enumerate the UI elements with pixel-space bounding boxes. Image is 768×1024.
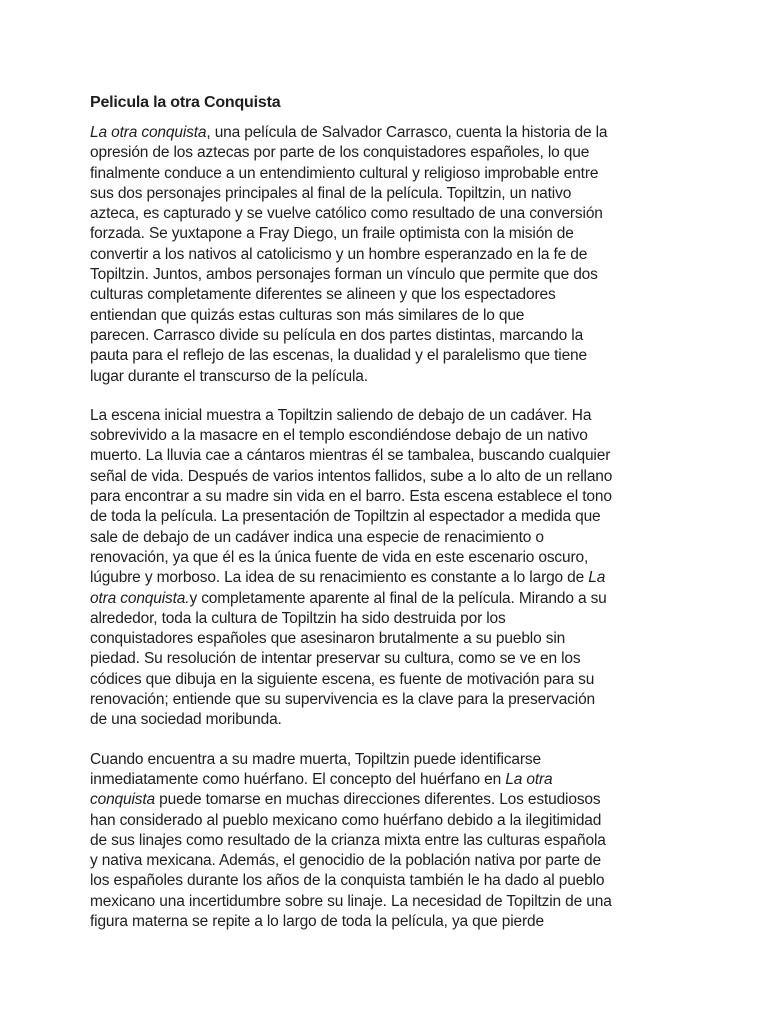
- italic-run: otra conquista.: [90, 589, 190, 607]
- text-line: [90, 568, 680, 588]
- text-run: opresión de los aztecas por parte de los conquistadores españoles, lo que: [90, 144, 590, 162]
- text-run: alrededor, toda la cultura de Topiltzin ha sido destruida por los: [90, 609, 506, 627]
- text-line: [90, 750, 680, 770]
- text-line: [90, 346, 680, 366]
- text-line: [90, 649, 680, 669]
- text-line: [90, 306, 680, 326]
- text-run: culturas completamente diferentes se alineen y que los espectadores: [90, 286, 556, 304]
- text-run: finalmente conduce a un entendimiento cultural y religioso improbable entre: [90, 164, 599, 182]
- text-run: y completamente aparente al final de la película. Mirando a su: [189, 589, 607, 607]
- text-run: convertir a los nativos al catolicismo y un hombre esperanzado en la fe de: [90, 245, 588, 263]
- text-line: [90, 265, 680, 285]
- text-line: [90, 446, 680, 466]
- text-line: [90, 367, 680, 387]
- document-title: Pelicula la otra Conquista: [90, 94, 281, 111]
- text-line: [90, 811, 680, 831]
- text-run: señal de vida. Después de varios intentos fallidos, sube a lo alto de un rellano: [90, 467, 613, 485]
- text-line: [90, 406, 680, 426]
- text-line: [90, 609, 680, 629]
- text-line: [90, 912, 680, 932]
- text-line: [90, 831, 680, 851]
- document-page: [90, 93, 680, 951]
- paragraph-2: [90, 406, 680, 731]
- text-line: [90, 690, 680, 710]
- text-line: [90, 851, 680, 871]
- text-run: piedad. Su resolución de intentar preservar su cultura, como se ve en los: [90, 650, 581, 668]
- text-line: [90, 670, 680, 690]
- text-run: para encontrar a su madre sin vida en el barro. Esta escena establece el tono: [90, 488, 612, 506]
- text-line: [90, 204, 680, 224]
- italic-run: La: [588, 569, 606, 587]
- text-run: conquistadores españoles que asesinaron brutalmente a su pueblo sin: [90, 630, 566, 648]
- text-run: han considerado al pueblo mexicano como huérfano debido a la ilegitimidad: [90, 811, 602, 829]
- text-line: [90, 467, 680, 487]
- text-line: [90, 285, 680, 305]
- text-line: [90, 507, 680, 527]
- text-run: Cuando encuentra a su madre muerta, Topiltzin puede identificarse: [90, 750, 541, 768]
- text-line: [90, 123, 680, 143]
- paragraph-3: [90, 750, 680, 933]
- text-run: parecen. Carrasco divide su película en dos partes distintas, marcando la: [90, 326, 584, 344]
- text-run: mexicano una incertidumbre sobre su linaje. La necesidad de Topiltzin de una: [90, 892, 612, 910]
- text-run: pauta para el reflejo de las escenas, la dualidad y el paralelismo que tiene: [90, 347, 587, 365]
- text-line: [90, 245, 680, 265]
- text-line: [90, 224, 680, 244]
- text-run: lugar durante el transcurso de la película.: [90, 367, 368, 385]
- text-run: azteca, es capturado y se vuelve católico como resultado de una conversión: [90, 205, 603, 223]
- text-run: sus dos personajes principales al final de la película. Topiltzin, un nativo: [90, 184, 572, 202]
- text-line: [90, 790, 680, 810]
- text-line: [90, 426, 680, 446]
- text-line: [90, 548, 680, 568]
- text-run: , una película de Salvador Carrasco, cuenta la historia de la: [206, 124, 608, 141]
- text-line: [90, 184, 680, 204]
- text-run: los españoles durante los años de la conquista también le ha dado al pueblo: [90, 872, 605, 890]
- text-run: de sus linajes como resultado de la crianza mixta entre las culturas española: [90, 831, 606, 849]
- italic-run: La otra: [505, 770, 553, 788]
- text-run: Topiltzin. Juntos, ambos personajes forman un vínculo que permite que dos: [90, 266, 598, 284]
- text-line: [90, 164, 680, 184]
- text-run: figura materna se repite a lo largo de toda la película, ya que pierde: [90, 912, 544, 930]
- text-run: renovación; entiende que su supervivencia es la clave para la preservación: [90, 691, 596, 709]
- text-run: muerto. La lluvia cae a cántaros mientras él se tambalea, buscando cualquier: [90, 447, 611, 465]
- text-run: de una sociedad moribunda.: [90, 711, 282, 729]
- text-run: y nativa mexicana. Además, el genocidio de la población nativa por parte de: [90, 852, 601, 870]
- text-line: [90, 770, 680, 790]
- text-line: [90, 589, 680, 609]
- italic-run: La otra conquista: [90, 124, 207, 141]
- document-body: [90, 123, 680, 932]
- text-run: puede tomarse en muchas direcciones diferentes. Los estudiosos: [155, 791, 601, 809]
- text-line: [90, 892, 680, 912]
- text-run: La escena inicial muestra a Topiltzin saliendo de debajo de un cadáver. Ha: [90, 406, 592, 424]
- text-line: [90, 871, 680, 891]
- text-line: [90, 710, 680, 730]
- text-line: [90, 487, 680, 507]
- text-run: renovación, ya que él es la única fuente de vida en este escenario oscuro,: [90, 548, 589, 566]
- text-run: forzada. Se yuxtapone a Fray Diego, un fraile optimista con la misión de: [90, 225, 574, 243]
- text-line: [90, 629, 680, 649]
- paragraph-1: [90, 123, 680, 387]
- text-run: sale de debajo de un cadáver indica una especie de renacimiento o: [90, 528, 544, 546]
- italic-run: conquista: [90, 791, 156, 809]
- text-line: [90, 528, 680, 548]
- text-line: [90, 326, 680, 346]
- text-run: sobrevivido a la masacre en el templo escondiéndose debajo de un nativo: [90, 427, 588, 445]
- text-line: [90, 143, 680, 163]
- text-run: inmediatamente como huérfano. El concepto del huérfano en: [90, 770, 506, 788]
- text-run: entiendan que quizás estas culturas son más similares de lo que: [90, 306, 525, 324]
- text-run: lúgubre y morboso. La idea de su renacimiento es constante a lo largo de: [90, 569, 589, 587]
- text-run: códices que dibuja en la siguiente escena, es fuente de motivación para su: [90, 670, 595, 688]
- text-run: de toda la película. La presentación de Topiltzin al espectador a medida que: [90, 508, 601, 526]
